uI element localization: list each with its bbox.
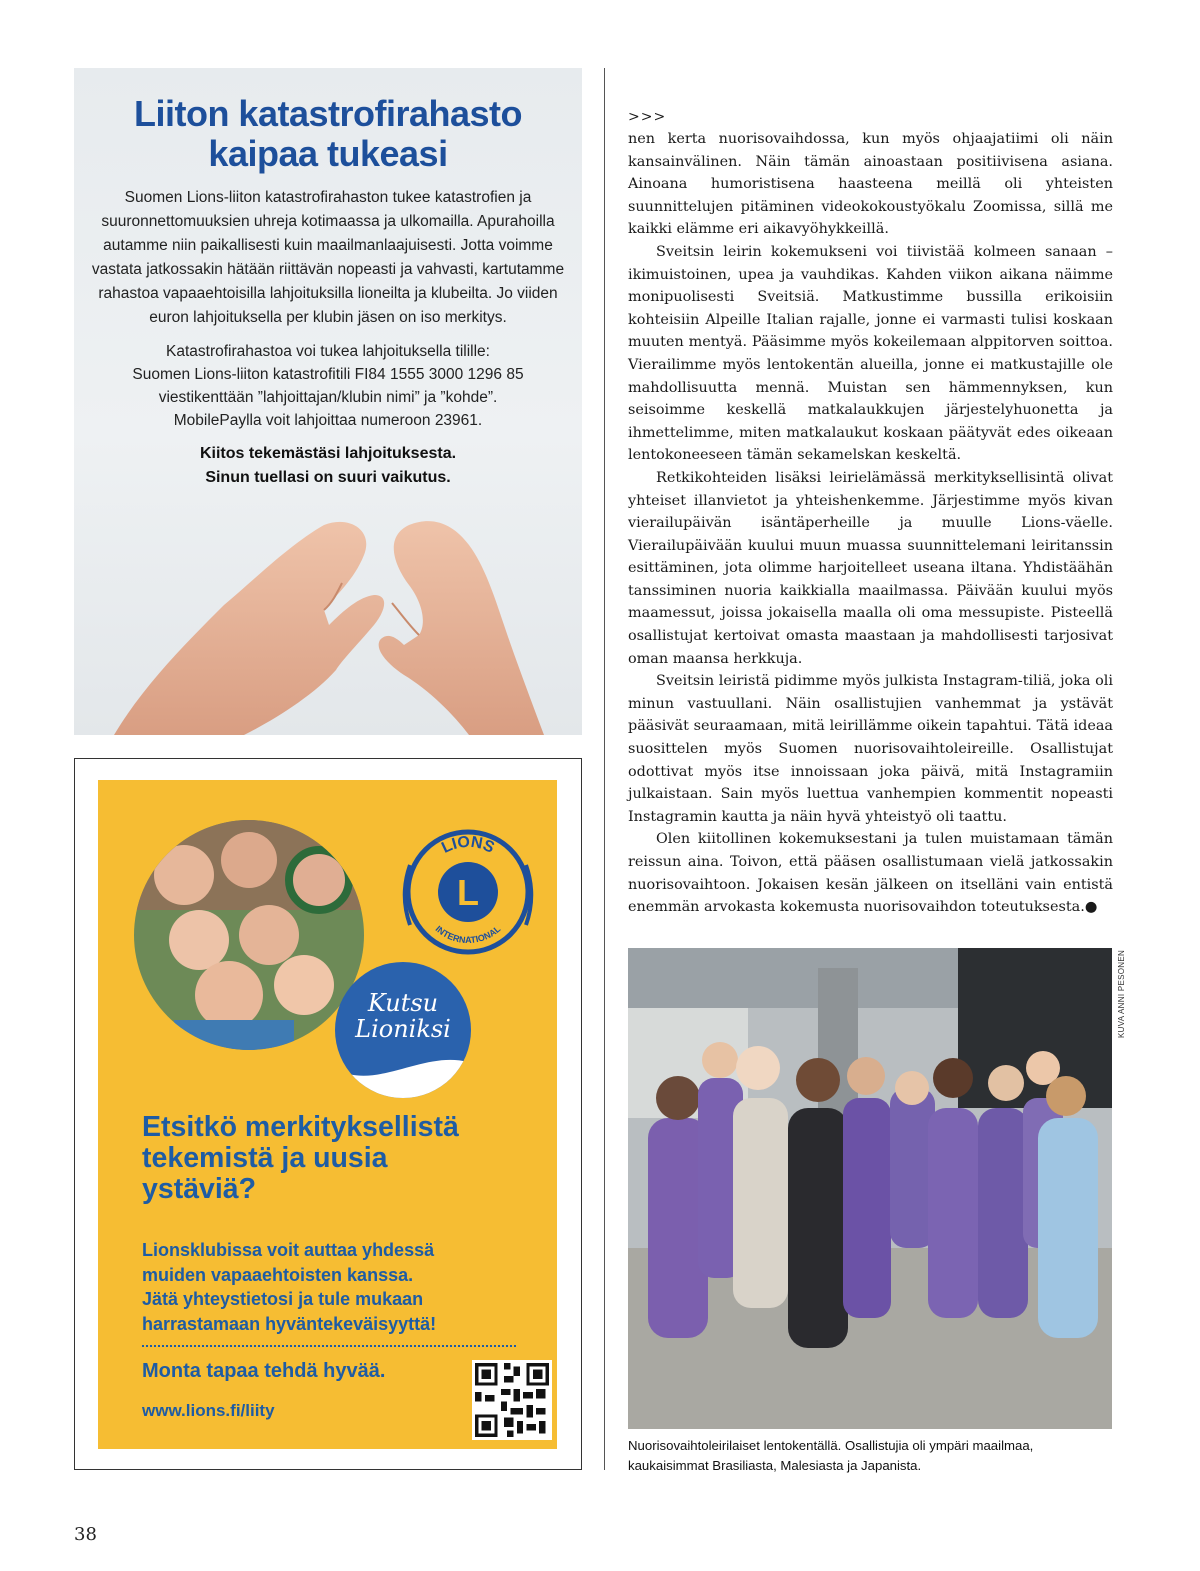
disaster-fund-title: Liiton katastrofirahasto kaipaa tukeasi — [133, 93, 523, 174]
disaster-fund-body: Suomen Lions-liiton katastrofirahaston tukee katastrofien ja suuronnettomuuksien uhreja kotimaassa ja ulkomailla. Apurahoilla autamme niin paikallisesti kuin maailmanlaajuisesti. Jotta voimme vastata jatkossakin hätään riittävän nopeasti ja vahvasti, kartutamme rahastoa vapaaehtoisilla lahjoituksilla lioneilta ja klubeilta. Jo viiden euron lahjoituksella per klubin jäsen on iso merkitys. — [91, 189, 565, 326]
thanks-text: Kiitos tekemästäsi lahjoituksesta. Sinun tuellasi on suuri vaikutus. — [199, 445, 457, 486]
lions-tagline: Monta tapaa tehdä hyvää. — [142, 1360, 386, 1382]
disaster-fund-ad — [74, 68, 582, 735]
lions-recruitment-ad — [74, 758, 582, 1470]
lions-join-link[interactable]: www.lions.fi/liity — [142, 1401, 275, 1420]
dotted-divider — [142, 1345, 516, 1347]
members-group-photo — [134, 820, 364, 1050]
lions-international-logo — [398, 825, 538, 960]
page-number: 38 — [74, 1524, 97, 1545]
svg-text:INTERNATIONAL: INTERNATIONAL — [433, 923, 503, 946]
article-paragraph: Sveitsin leirin kokemukseni voi tiivistää kolmeen sanaan – ikimuistoinen, upea ja vauhdikas. Kahden viikon aikana näimme monipuolisesti Sveitsiä. Matkustimme bussilla erikoisiin kohteisiin Alpeille Italian rajalle, jonne ei varmasti tulisi koskaan muuten mentyä. Pääsimme myös kokeilemaan alppitorven soittoa. Vierailimme myös lentokentän alueilla, jonne ei matkustajille ole mahdollisuutta mennä. Muistan sen hämmennyksen, kun seisoimme keskellä matkalaukkujen järjestelyhuonetta ja ihmettelimme, miten matkalaukut koskaan päätyvät edes oikeaan lentokoneeseen tämän sekamelskan keskeltä. — [628, 243, 1113, 464]
qr-code-icon[interactable] — [472, 1360, 552, 1440]
lions-ad-subtext: Lionsklubissa voit auttaa yhdessä muiden vapaaehtoisten kanssa. Jätä yhteystietosi ja tule mukaan harrastamaan hyväntekeväisyyttä! — [142, 1240, 437, 1334]
donation-instructions: Katastrofirahastoa voi tukea lahjoituksella tilille: Suomen Lions-liiton katastrofitili FI84 1555 3000 1296 85 viestikenttään ”lahjoittajan/klubin nimi” ja ”kohde”. MobilePaylla voit lahjoittaa numeroon 23961. — [132, 343, 524, 429]
svg-text:L: L — [457, 872, 479, 913]
photo-credit: KUVA ANNI PESONEN — [1117, 949, 1126, 1038]
lions-ad-panel — [98, 780, 557, 1449]
badge-wave-shape — [335, 1048, 471, 1098]
lions-ad-headline: Etsitkö merkityksellistä tekemistä ja uusia ystäviä? — [142, 1111, 459, 1205]
continued-marker: >>> — [628, 109, 667, 125]
photo-caption: Nuorisovaihtoleirilaiset lentokentällä. Osallistujia oli ympäri maailmaa, kaukaisimmat Brasiliasta, Malesiasta ja Japanista. — [628, 1438, 1034, 1473]
article-paragraph: Retkikohteiden lisäksi leirielämässä merkityksellisintä olivat yhteiset illanvietot ja yhteishenkemme. Järjestimme myös kivan vierailupäivän isäntäperheille ja muulle Lions-väelle. Vierailupäivään kuului muun muassa suunnittelemani leiritanssin esittäminen, jota olimme harjoitelleet useana iltana. Yhdistäähän tanssiminen nuoria kaikkialla maailmassa. Päivään kuului myös maamessut, joissa jokaisella maalla oli oma messupiste. Pisteellä osallistujat kertoivat omasta maastaan ja mahdollisesti tarjosivat oman maansa herkkuja. — [628, 469, 1113, 667]
article-paragraph: nen kerta nuorisovaihdossa, kun myös ohjaajatiimi oli näin kansainvälinen. Näin tämän ainoastaan positiivisena asiana. Ainoana humoristisena haasteena meillä oli yhteisten suunnittelujen pitäminen videokokoustyökalu Zoomissa, sillä me kaikki elämme eri aikavyöhykkeillä. — [628, 131, 1113, 238]
column-divider — [604, 68, 605, 1470]
youth-camp-group-photo — [628, 948, 1112, 1429]
svg-text:LIONS: LIONS — [439, 833, 497, 857]
kutsu-lioniksi-badge: Kutsu Lioniksi — [335, 962, 471, 1098]
article-paragraph: Olen kiitollinen kokemuksestani ja tulen muistamaan tämän reissun aina. Toivon, että pääsen osallistumaan vielä jatkossakin nuorisovaihtoon. Jokaisen kesän jälkeen on itselläni vain entistä enemmän arvokasta kokemusta nuorisovaihdon toteutuksesta.● — [628, 831, 1113, 916]
heart-hands-image — [74, 485, 582, 735]
article-body — [628, 106, 1113, 919]
article-paragraph: Sveitsin leiristä pidimme myös julkista Instagram-tiliä, joka oli minun vastuullani. Näin osallistujien vanhemmat ja ystävät pääsivät seuraamaan, mitä leirillämme oikein tapahtui. Tätä ideaa suosittelen myös Suomen nuorisovaihtoleireille. Osallistujat odottivat myös itse innoissaan joka päivä, mitä Instagramiin julkaistaan. Sain myös luettua vanhempien kommentit nopeasti Instagramin kautta ja näin hyvä yhteistyö oli taattu. — [628, 673, 1113, 825]
